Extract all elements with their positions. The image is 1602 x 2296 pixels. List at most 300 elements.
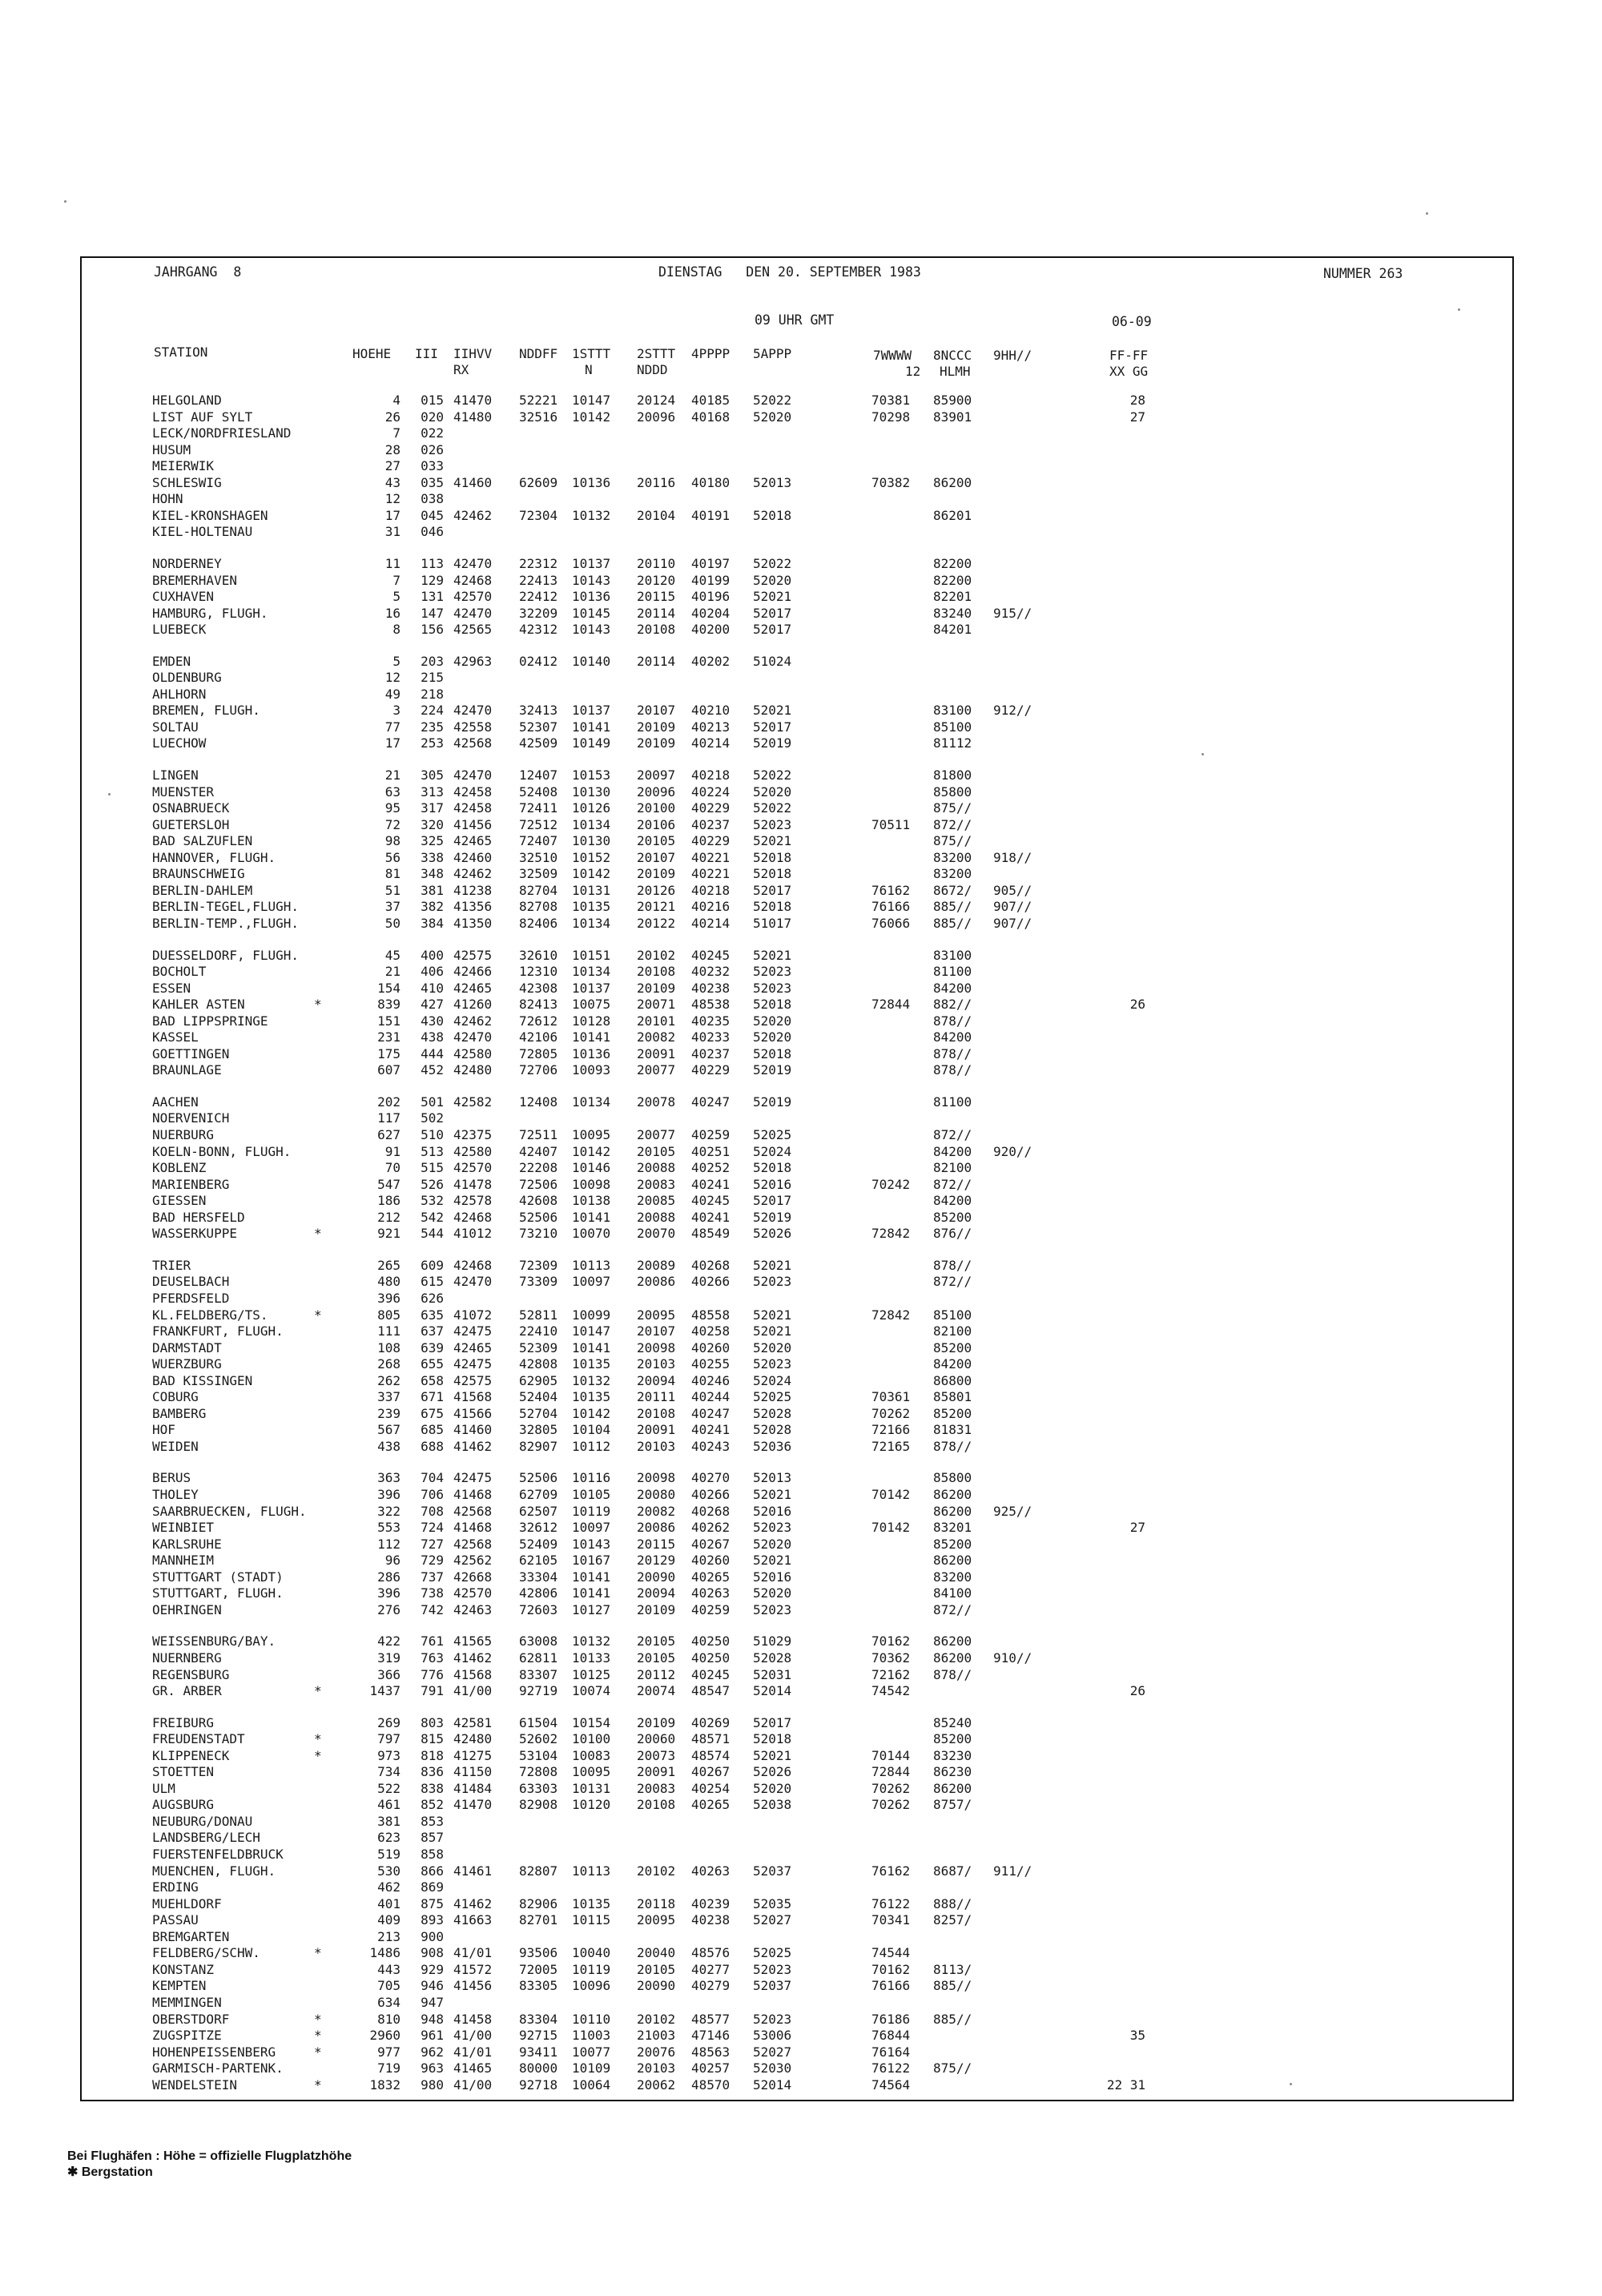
station-row (0, 508, 1602, 525)
cell-hoehe: 519 (377, 1847, 400, 1862)
col-station: STATION (154, 344, 208, 360)
cell-g1: 42580 (453, 1143, 493, 1159)
cell-g1: 41462 (453, 1438, 493, 1454)
cell-g6: 52031 (753, 1666, 792, 1682)
cell-hoehe: 16 (384, 605, 400, 621)
cell-g2: 42106 (519, 1029, 558, 1045)
cell-iii: 704 (421, 1470, 444, 1486)
cell-g6: 52016 (753, 1176, 792, 1192)
cell-g2: 92718 (519, 2076, 558, 2093)
cell-g5: 40267 (691, 1536, 731, 1552)
cell-g3: 10134 (572, 964, 611, 979)
cell-g2: 72005 (519, 1961, 558, 1977)
cell-name: BREMGARTEN (152, 1928, 230, 1944)
cell-hoehe: 37 (384, 899, 400, 915)
cell-g3: 10113 (572, 1863, 611, 1879)
cell-hoehe: 186 (377, 1193, 400, 1209)
cell-g4: 20080 (637, 1487, 676, 1502)
cell-g5: 40268 (691, 1503, 731, 1519)
cell-g2: 72411 (519, 800, 558, 816)
cell-star: * (314, 997, 322, 1013)
station-row (0, 1667, 1602, 1684)
cell-g1: 42582 (453, 1094, 493, 1110)
cell-g3: 10152 (572, 849, 611, 865)
cell-g1: 41/00 (453, 2076, 493, 2093)
cell-g1: 42668 (453, 1569, 493, 1585)
cell-g3: 10132 (572, 1633, 611, 1649)
cell-iii: 532 (421, 1193, 444, 1209)
cell-g5: 40263 (691, 1863, 731, 1879)
cell-name: KLIPPENECK (152, 1747, 230, 1763)
cell-hoehe: 623 (377, 1830, 400, 1846)
cell-g4: 20082 (637, 1029, 676, 1045)
cell-hoehe: 268 (377, 1356, 400, 1372)
station-row (0, 1537, 1602, 1553)
col-g7-sub: 12 (905, 364, 921, 379)
cell-g5: 48547 (691, 1683, 731, 1698)
station-row (0, 622, 1602, 638)
cell-iii: 948 (421, 2011, 444, 2027)
cell-g7: 74542 (871, 1683, 911, 1698)
cell-g8: 83201 (933, 1520, 972, 1536)
cell-iii: 963 (421, 2060, 444, 2076)
cell-g3: 10083 (572, 1747, 611, 1763)
cell-iii: 609 (421, 1257, 444, 1273)
station-row (0, 654, 1602, 671)
cell-g3: 10167 (572, 1553, 611, 1569)
cell-g1: 41356 (453, 899, 493, 915)
station-row (0, 1995, 1602, 2012)
cell-g3: 10133 (572, 1649, 611, 1666)
cell-g3: 10134 (572, 1094, 611, 1110)
col-g3-sub: N (585, 362, 593, 377)
col-g7: 7WWWW (873, 348, 912, 363)
cell-g6: 52018 (753, 849, 792, 865)
cell-g6: 52037 (753, 1863, 792, 1879)
cell-g5: 40247 (691, 1405, 731, 1421)
cell-g7: 70142 (871, 1487, 911, 1502)
station-row (0, 1633, 1602, 1650)
cell-g2: 32610 (519, 947, 558, 963)
station-row (0, 1389, 1602, 1406)
cell-name: AACHEN (152, 1094, 199, 1110)
cell-iii: 215 (421, 670, 444, 686)
cell-g8: 85800 (933, 783, 972, 800)
station-row (0, 1553, 1602, 1569)
station-row (0, 1912, 1602, 1929)
cell-g2: 42608 (519, 1193, 558, 1209)
cell-g8: 83230 (933, 1747, 972, 1763)
cell-g3: 10113 (572, 1257, 611, 1273)
cell-g5: 40233 (691, 1029, 731, 1045)
cell-iii: 706 (421, 1487, 444, 1502)
cell-hoehe: 81 (384, 866, 400, 882)
cell-g3: 11003 (572, 2028, 611, 2044)
cell-g1: 42480 (453, 1062, 493, 1078)
cell-g8: 878// (933, 1257, 972, 1273)
cell-iii: 501 (421, 1094, 444, 1110)
cell-g8: 872// (933, 1176, 972, 1192)
cell-name: LANDSBERG/LECH (152, 1830, 260, 1846)
issue-number: NUMMER 263 (1323, 266, 1403, 281)
cell-g4: 20101 (637, 1013, 676, 1029)
cell-name: KAHLER ASTEN (152, 997, 245, 1013)
cell-iii: 131 (421, 589, 444, 604)
col-ff: FF-FF (1109, 348, 1149, 363)
cell-g3: 10104 (572, 1422, 611, 1438)
cell-g4: 20120 (637, 572, 676, 588)
cell-g4: 20116 (637, 474, 676, 490)
cell-g6: 52023 (753, 1601, 792, 1617)
cell-hoehe: 21 (384, 767, 400, 783)
cell-g3: 10077 (572, 2044, 611, 2060)
cell-g3: 10143 (572, 572, 611, 588)
cell-g1: 42558 (453, 719, 493, 735)
cell-hoehe: 381 (377, 1813, 400, 1829)
cell-g5: 40191 (691, 507, 731, 523)
cell-g2: 12408 (519, 1094, 558, 1110)
cell-iii: 893 (421, 1912, 444, 1928)
cell-iii: 526 (421, 1176, 444, 1192)
cell-hoehe: 27 (384, 458, 400, 474)
cell-iii: 763 (421, 1649, 444, 1666)
cell-g5: 40235 (691, 1013, 731, 1029)
cell-g8: 86200 (933, 1553, 972, 1569)
cell-g8: 872// (933, 1127, 972, 1142)
cell-ff: 28 (1129, 393, 1145, 408)
col-hoehe: HOEHE (352, 346, 392, 361)
cell-hoehe: 11 (384, 555, 400, 571)
cell-name: BERUS (152, 1470, 191, 1486)
cell-iii: 818 (421, 1747, 444, 1763)
cell-hoehe: 627 (377, 1127, 400, 1142)
cell-iii: 980 (421, 2076, 444, 2093)
cell-g6: 52020 (753, 409, 792, 425)
cell-g6: 52022 (753, 393, 792, 408)
cell-g5: 40214 (691, 735, 731, 751)
cell-g2: 72506 (519, 1176, 558, 1192)
cell-iii: 635 (421, 1307, 444, 1323)
cell-g5: 40199 (691, 572, 731, 588)
cell-g1: 41072 (453, 1307, 493, 1323)
cell-g7: 70381 (871, 393, 911, 408)
cell-g8: 86800 (933, 1372, 972, 1388)
cell-name: ESSEN (152, 980, 191, 996)
cell-g4: 20098 (637, 1339, 676, 1355)
cell-g1: 42568 (453, 1503, 493, 1519)
cell-g2: 82413 (519, 997, 558, 1013)
cell-hoehe: 56 (384, 849, 400, 865)
cell-g6: 51024 (753, 653, 792, 669)
cell-ff: 35 (1129, 2028, 1145, 2044)
cell-g1: 41012 (453, 1226, 493, 1242)
cell-g4: 20105 (637, 1633, 676, 1649)
cell-g6: 52018 (753, 866, 792, 882)
cell-g6: 52025 (753, 1945, 792, 1961)
cell-iii: 438 (421, 1029, 444, 1045)
cell-g4: 20090 (637, 1978, 676, 1994)
cell-g4: 20071 (637, 997, 676, 1013)
cell-g7: 70298 (871, 409, 911, 425)
cell-iii: 947 (421, 1995, 444, 2010)
cell-g4: 20077 (637, 1062, 676, 1078)
station-row (0, 1210, 1602, 1227)
cell-g2: 32413 (519, 703, 558, 719)
cell-g2: 42407 (519, 1143, 558, 1159)
cell-g6: 52027 (753, 2044, 792, 2060)
report-date: DIENSTAG DEN 20. SEPTEMBER 1983 (658, 264, 921, 280)
cell-g1: 41350 (453, 915, 493, 931)
cell-g2: 22410 (519, 1323, 558, 1339)
cell-iii: 035 (421, 474, 444, 490)
cell-g1: 41456 (453, 1978, 493, 1994)
cell-iii: 452 (421, 1062, 444, 1078)
cell-g5: 40229 (691, 833, 731, 849)
cell-g2: 32509 (519, 866, 558, 882)
cell-iii: 325 (421, 833, 444, 849)
cell-iii: 502 (421, 1110, 444, 1126)
station-row (0, 1863, 1602, 1880)
station-row (0, 1569, 1602, 1586)
cell-g8: 83200 (933, 849, 972, 865)
observation-time: 09 UHR GMT (755, 312, 835, 328)
cell-g3: 10125 (572, 1666, 611, 1682)
cell-hoehe: 396 (377, 1487, 400, 1502)
station-row (0, 1110, 1602, 1127)
cell-g4: 20083 (637, 1780, 676, 1796)
cell-g5: 40245 (691, 947, 731, 963)
cell-g5: 40239 (691, 1895, 731, 1911)
cell-name: BERLIN-TEMP.,FLUGH. (152, 915, 300, 931)
cell-g3: 10115 (572, 1912, 611, 1928)
cell-hoehe: 108 (377, 1339, 400, 1355)
cell-name: BOCHOLT (152, 964, 207, 979)
cell-g7: 76122 (871, 1895, 911, 1911)
station-row (0, 1929, 1602, 1946)
cell-g5: 40168 (691, 409, 731, 425)
cell-g2: 82708 (519, 899, 558, 915)
cell-g5: 48574 (691, 1747, 731, 1763)
cell-hoehe: 12 (384, 670, 400, 686)
cell-g1: 42580 (453, 1045, 493, 1061)
cell-hoehe: 553 (377, 1520, 400, 1536)
cell-g4: 20094 (637, 1372, 676, 1388)
cell-g4: 20114 (637, 653, 676, 669)
cell-g4: 20097 (637, 767, 676, 783)
cell-hoehe: 480 (377, 1274, 400, 1290)
cell-g5: 40224 (691, 783, 731, 800)
station-row (0, 883, 1602, 900)
cell-g6: 52020 (753, 1013, 792, 1029)
cell-g2: 02412 (519, 653, 558, 669)
cell-g5: 40260 (691, 1553, 731, 1569)
cell-star: * (314, 2044, 322, 2060)
cell-hoehe: 17 (384, 735, 400, 751)
cell-star: * (314, 2028, 322, 2044)
cell-name: WEIDEN (152, 1438, 199, 1454)
cell-iii: 685 (421, 1422, 444, 1438)
cell-g1: 42470 (453, 1274, 493, 1290)
cell-g2: 63008 (519, 1633, 558, 1649)
cell-g6: 52016 (753, 1503, 792, 1519)
cell-g1: 42470 (453, 1029, 493, 1045)
cell-g6: 52023 (753, 1520, 792, 1536)
cell-name: KASSEL (152, 1029, 199, 1045)
cell-g7: 70144 (871, 1747, 911, 1763)
cell-name: ZUGSPITZE (152, 2028, 222, 2044)
cell-g6: 52018 (753, 899, 792, 915)
cell-name: MUENSTER (152, 783, 215, 800)
cell-iii: 015 (421, 393, 444, 408)
cell-hoehe: 462 (377, 1879, 400, 1895)
cell-g2: 82906 (519, 1895, 558, 1911)
cell-hoehe: 396 (377, 1290, 400, 1306)
cell-name: DUESSELDORF, FLUGH. (152, 947, 300, 963)
cell-iii: 218 (421, 686, 444, 702)
station-row (0, 1094, 1602, 1111)
cell-hoehe: 269 (377, 1714, 400, 1730)
station-row (0, 850, 1602, 867)
cell-iii: 675 (421, 1405, 444, 1421)
cell-hoehe: 1486 (369, 1945, 400, 1961)
cell-name: PFERDSFELD (152, 1290, 230, 1306)
cell-g3: 10141 (572, 1569, 611, 1585)
cell-g2: 82908 (519, 1797, 558, 1813)
cell-g2: 32612 (519, 1520, 558, 1536)
cell-hoehe: 3 (392, 703, 400, 719)
cell-g6: 52017 (753, 1193, 792, 1209)
cell-name: LIST AUF SYLT (152, 409, 253, 425)
cell-name: FRANKFURT, FLUGH. (152, 1323, 284, 1339)
cell-iii: 615 (421, 1274, 444, 1290)
cell-g7: 70341 (871, 1912, 911, 1928)
cell-g6: 51017 (753, 915, 792, 931)
cell-g4: 20109 (637, 866, 676, 882)
cell-g2: 72407 (519, 833, 558, 849)
cell-g9: 925// (993, 1503, 1032, 1519)
cell-g7: 70162 (871, 1961, 911, 1977)
cell-iii: 857 (421, 1830, 444, 1846)
cell-g3: 10097 (572, 1520, 611, 1536)
cell-hoehe: 319 (377, 1649, 400, 1666)
cell-g4: 20078 (637, 1094, 676, 1110)
station-row (0, 2077, 1602, 2094)
cell-g2: 32805 (519, 1422, 558, 1438)
station-row (0, 1062, 1602, 1079)
cell-g8: 872// (933, 1601, 972, 1617)
cell-g6: 52018 (753, 507, 792, 523)
cell-g2: 52307 (519, 719, 558, 735)
cell-name: BAD KISSINGEN (152, 1372, 253, 1388)
cell-name: OBERSTDORF (152, 2011, 230, 2027)
station-row (0, 1962, 1602, 1979)
cell-iii: 637 (421, 1323, 444, 1339)
cell-g8: 84201 (933, 622, 972, 638)
cell-g3: 10064 (572, 2076, 611, 2093)
cell-g7: 70142 (871, 1520, 911, 1536)
cell-ff: 22 31 (1106, 2076, 1145, 2093)
cell-iii: 900 (421, 1928, 444, 1944)
col-g2: NDDFF (519, 346, 558, 361)
cell-g3: 10120 (572, 1797, 611, 1813)
cell-g8: 85200 (933, 1339, 972, 1355)
cell-g4: 20077 (637, 1127, 676, 1142)
cell-g2: 72603 (519, 1601, 558, 1617)
scan-speck (64, 200, 66, 203)
cell-g5: 48563 (691, 2044, 731, 2060)
station-row (0, 1797, 1602, 1814)
cell-g4: 20090 (637, 1569, 676, 1585)
station-row (0, 1356, 1602, 1373)
cell-iii: 655 (421, 1356, 444, 1372)
cell-g6: 52017 (753, 882, 792, 898)
cell-hoehe: 522 (377, 1780, 400, 1796)
station-row (0, 524, 1602, 541)
station-row (0, 703, 1602, 719)
station-row (0, 1814, 1602, 1831)
cell-g6: 52021 (753, 703, 792, 719)
cell-g4: 20088 (637, 1160, 676, 1176)
cell-g8: 8672/ (933, 882, 972, 898)
station-row (0, 817, 1602, 834)
cell-g4: 20102 (637, 1863, 676, 1879)
cell-g1: 42565 (453, 622, 493, 638)
cell-g6: 53006 (753, 2028, 792, 2044)
cell-hoehe: 265 (377, 1257, 400, 1273)
cell-g6: 52026 (753, 1226, 792, 1242)
cell-iii: 838 (421, 1780, 444, 1796)
cell-g6: 52021 (753, 1553, 792, 1569)
cell-g1: 42575 (453, 947, 493, 963)
cell-g4: 20129 (637, 1553, 676, 1569)
cell-g8: 8757/ (933, 1797, 972, 1813)
cell-g1: 42575 (453, 1372, 493, 1388)
station-row (0, 1291, 1602, 1307)
cell-iii: 147 (421, 605, 444, 621)
cell-g6: 52023 (753, 1356, 792, 1372)
cell-g2: 82807 (519, 1863, 558, 1879)
cell-g2: 52309 (519, 1339, 558, 1355)
cell-g5: 40270 (691, 1470, 731, 1486)
cell-name: STUTTGART (STADT) (152, 1569, 284, 1585)
cell-hoehe: 422 (377, 1633, 400, 1649)
cell-g2: 62507 (519, 1503, 558, 1519)
cell-g8: 83901 (933, 409, 972, 425)
cell-iii: 688 (421, 1438, 444, 1454)
cell-g5: 40229 (691, 800, 731, 816)
cell-iii: 639 (421, 1339, 444, 1355)
cell-g4: 20103 (637, 1356, 676, 1372)
station-row (0, 409, 1602, 426)
cell-g4: 20040 (637, 1945, 676, 1961)
station-row (0, 1896, 1602, 1913)
cell-g5: 40200 (691, 622, 731, 638)
cell-g8: 82201 (933, 589, 972, 604)
cell-g3: 10151 (572, 947, 611, 963)
cell-g4: 20083 (637, 1176, 676, 1192)
cell-g3: 10146 (572, 1160, 611, 1176)
cell-g2: 82406 (519, 915, 558, 931)
cell-name: NUERBURG (152, 1127, 215, 1142)
cell-g7: 76166 (871, 899, 911, 915)
cell-hoehe: 50 (384, 915, 400, 931)
cell-hoehe: 95 (384, 800, 400, 816)
cell-g5: 40245 (691, 1666, 731, 1682)
cell-g4: 20096 (637, 409, 676, 425)
period: 06-09 (1112, 314, 1152, 329)
cell-g8: 86200 (933, 1649, 972, 1666)
cell-g3: 10095 (572, 1127, 611, 1142)
